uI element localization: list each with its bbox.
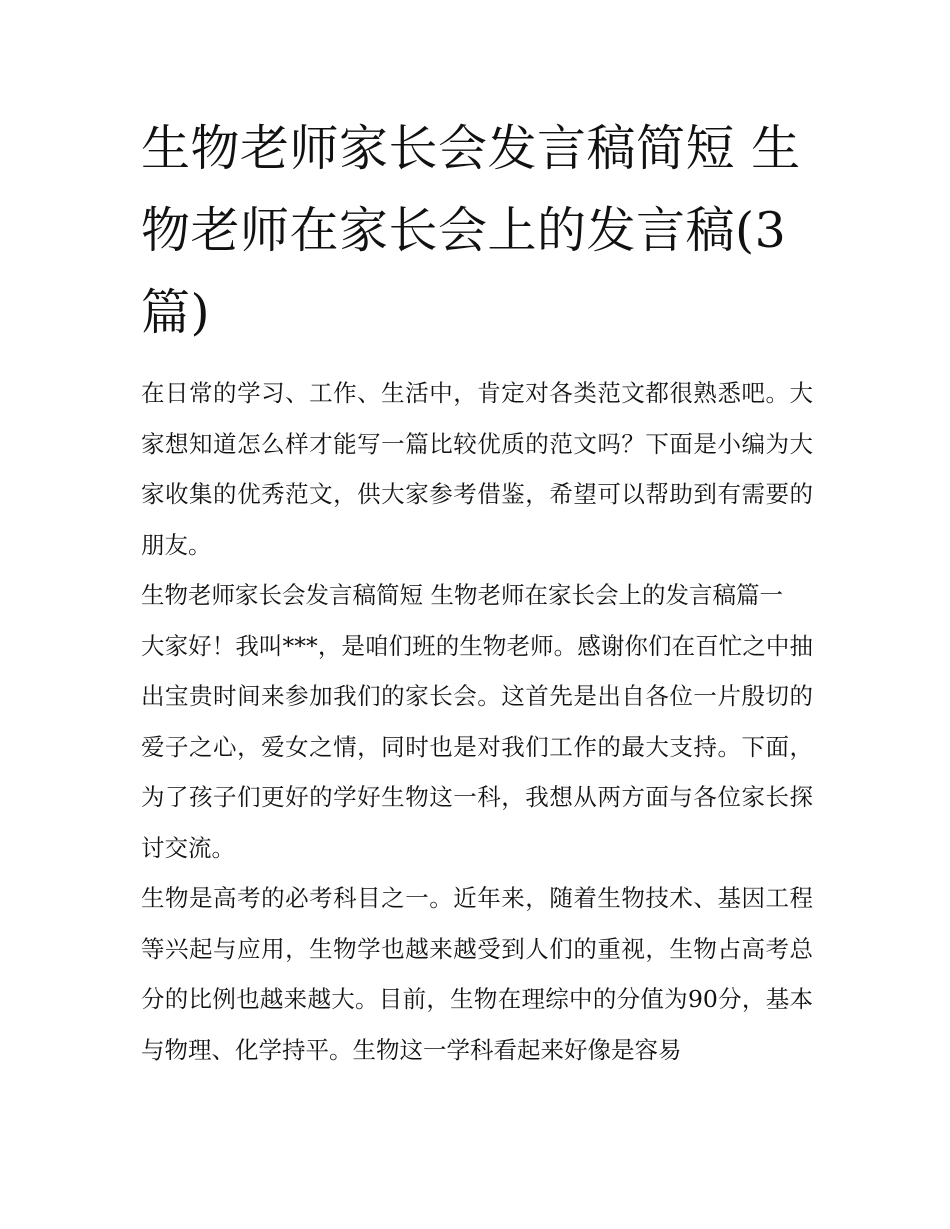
intro-paragraph: 在日常的学习、工作、生活中，肯定对各类范文都很熟悉吧。大家想知道怎么样才能写一篇比较优质的范文吗？下面是小编为大家收集的优秀范文，供大家参考借鉴，希望可以帮助到有需要的朋友。 [141, 379, 813, 559]
document-body [141, 368, 813, 1075]
greeting-paragraph: 大家好！我叫***，是咱们班的生物老师。感谢你们在百忙之中抽出宝贵时间来参加我们的家长会。这首先是出自各位一片殷切的爱子之心，爱女之情，同时也是对我们工作的最大支持。下面，为了孩子们更好的学好生物这一科，我想从两方面与各位家长探讨交流。 [141, 631, 813, 862]
document-title: 生物老师家长会发言稿简短 生物老师在家长会上的发言稿(3篇) [141, 120, 801, 341]
document-page [141, 108, 813, 1075]
section-heading: 生物老师家长会发言稿简短 生物老师在家长会上的发言稿篇一 [141, 581, 783, 609]
biology-paragraph: 生物是高考的必考科目之一。近年来，随着生物技术、基因工程等兴起与应用，生物学也越来越受到人们的重视，生物占高考总分的比例也越来越大。目前，生物在理综中的分值为90分，基本与物理、化学持平。生物这一学科看起来好像是容易 [141, 884, 813, 1064]
